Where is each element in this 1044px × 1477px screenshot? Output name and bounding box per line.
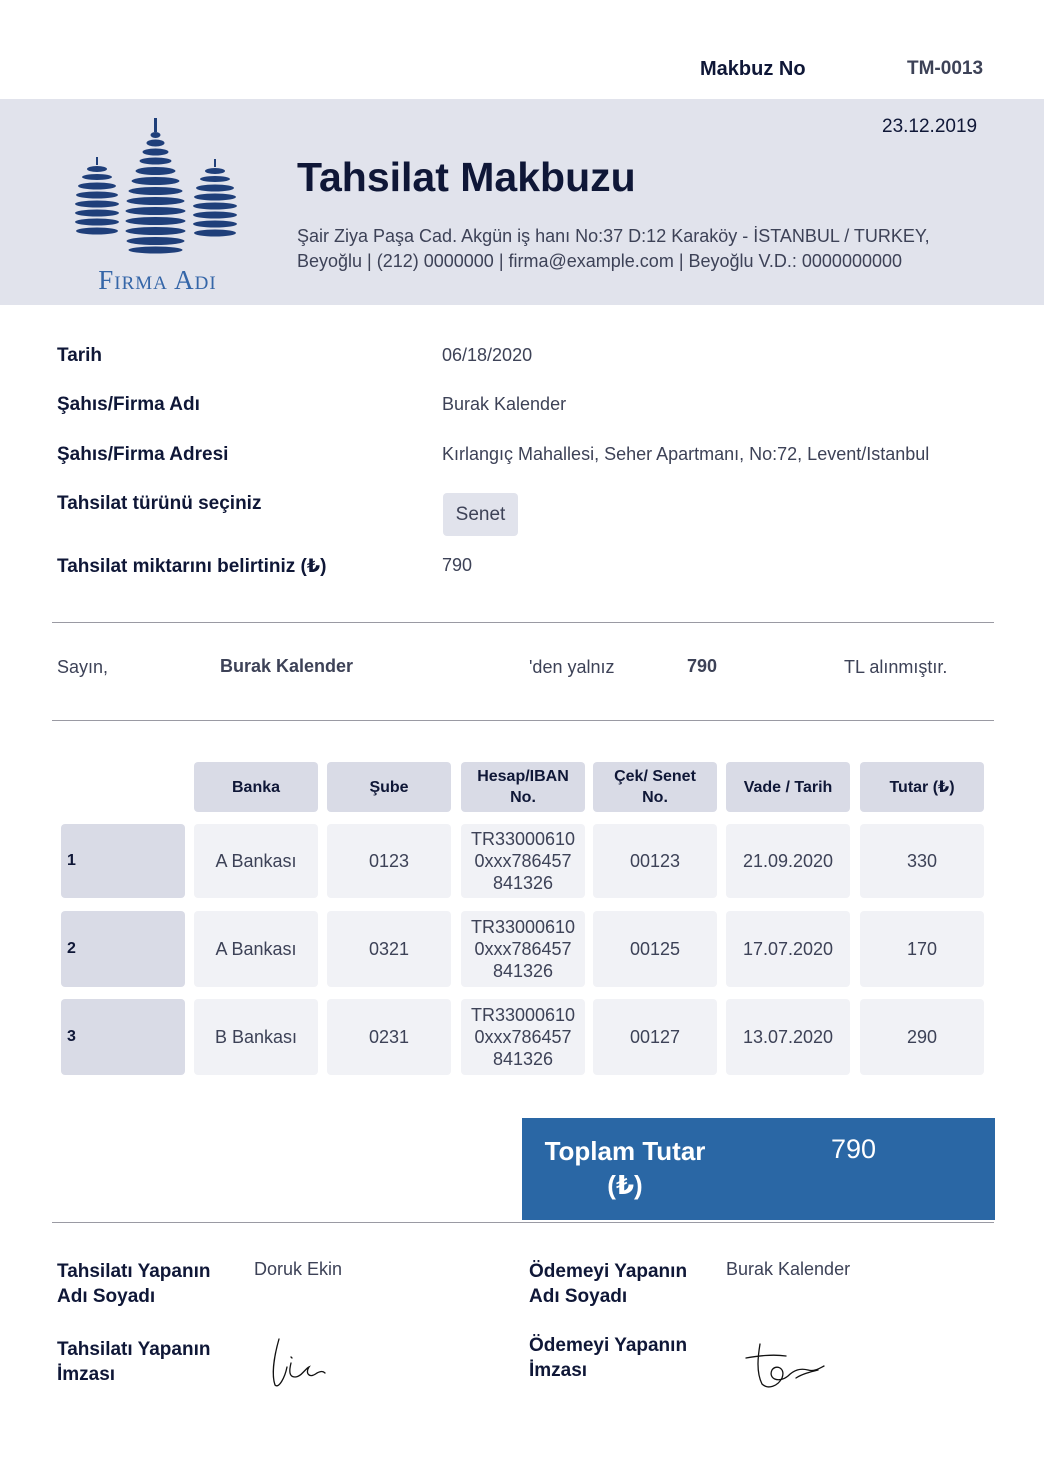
header-branch: Şube — [327, 762, 451, 812]
header-doc-no: Çek/ Senet No. — [593, 762, 717, 812]
table-cell-iban: TR33000610 0xxx786457 841326 — [461, 911, 585, 987]
sentence-amount: 790 — [687, 656, 718, 676]
row-number: 3 — [61, 999, 185, 1075]
divider — [52, 720, 994, 721]
header-date: 23.12.2019 — [882, 116, 978, 137]
date-value: 06/18/2020 — [442, 345, 533, 365]
table-cell-amount: 290 — [860, 999, 984, 1075]
total-label: Toplam Tutar (₺) — [544, 1136, 706, 1200]
table-cell-doc-no: 00125 — [593, 911, 717, 987]
name-label: Şahıs/Firma Adı — [57, 394, 200, 415]
collection-type-label: Tahsilat türünü seçiniz — [57, 493, 262, 514]
salutation-text: Sayın, — [57, 657, 109, 677]
payer-name: Burak Kalender — [726, 1259, 851, 1279]
header-amount: Tutar (₺) — [860, 762, 984, 812]
payer-name-label: Ödemeyi Yapanın Adı Soyadı — [529, 1261, 688, 1307]
header-iban: Hesap/IBAN No. — [461, 762, 585, 812]
company-address-line-1: Şair Ziya Paşa Cad. Akgün iş hanı No:37 D:12 Karaköy - İSTANBUL / TURKEY, — [297, 226, 930, 246]
collection-type-select[interactable]: Senet — [443, 493, 518, 536]
payer-signature-label: Ödemeyi Yapanın İmzası — [529, 1335, 688, 1381]
table-cell-bank: A Bankası — [194, 824, 318, 898]
payer-signature-icon — [738, 1338, 833, 1393]
table-cell-due-date: 21.09.2020 — [726, 824, 850, 898]
table-cell-bank: A Bankası — [194, 911, 318, 987]
table-cell-branch: 0321 — [327, 911, 451, 987]
company-address-line-2: Beyoğlu | (212) 0000000 | firma@example.com | Beyoğlu V.D.: 0000000000 — [297, 251, 903, 271]
table-cell-doc-no: 00127 — [593, 999, 717, 1075]
receipt-no-value: TM-0013 — [907, 58, 984, 79]
collector-signature-icon — [265, 1333, 335, 1393]
table-cell-due-date: 13.07.2020 — [726, 999, 850, 1075]
table-cell-due-date: 17.07.2020 — [726, 911, 850, 987]
table-cell-amount: 170 — [860, 911, 984, 987]
logo-text: Firma Adı — [98, 265, 217, 295]
table-cell-bank: B Bankası — [194, 999, 318, 1075]
divider — [52, 622, 994, 623]
table-cell-amount: 330 — [860, 824, 984, 898]
collector-name: Doruk Ekin — [254, 1259, 343, 1279]
table-cell-iban: TR33000610 0xxx786457 841326 — [461, 824, 585, 898]
collector-signature-label: Tahsilatı Yapanın İmzası — [57, 1339, 211, 1385]
date-label: Tarih — [57, 345, 103, 366]
row-number: 1 — [61, 824, 185, 898]
table-cell-doc-no: 00123 — [593, 824, 717, 898]
table-cell-branch: 0231 — [327, 999, 451, 1075]
table-cell-iban: TR33000610 0xxx786457 841326 — [461, 999, 585, 1075]
header-bank: Banka — [194, 762, 318, 812]
sentence-name: Burak Kalender — [220, 656, 354, 676]
row-number: 2 — [61, 911, 185, 987]
sentence-middle: 'den yalnız — [529, 657, 615, 677]
address-label: Şahıs/Firma Adresi — [57, 444, 229, 465]
amount-label: Tahsilat miktarını belirtiniz (₺) — [57, 556, 327, 577]
collector-name-label: Tahsilatı Yapanın Adı Soyadı — [57, 1261, 211, 1307]
address-value: Kırlangıç Mahallesi, Seher Apartmanı, No:72, Levent/Istanbul — [442, 444, 930, 464]
divider — [52, 1222, 994, 1223]
amount-value: 790 — [442, 555, 473, 575]
sentence-suffix: TL alınmıştır. — [844, 657, 948, 677]
receipt-no-label: Makbuz No — [700, 58, 806, 80]
total-value: 790 — [831, 1134, 877, 1164]
header-due-date: Vade / Tarih — [726, 762, 850, 812]
document-title: Tahsilat Makbuzu — [297, 154, 636, 200]
table-cell-branch: 0123 — [327, 824, 451, 898]
name-value: Burak Kalender — [442, 394, 567, 414]
